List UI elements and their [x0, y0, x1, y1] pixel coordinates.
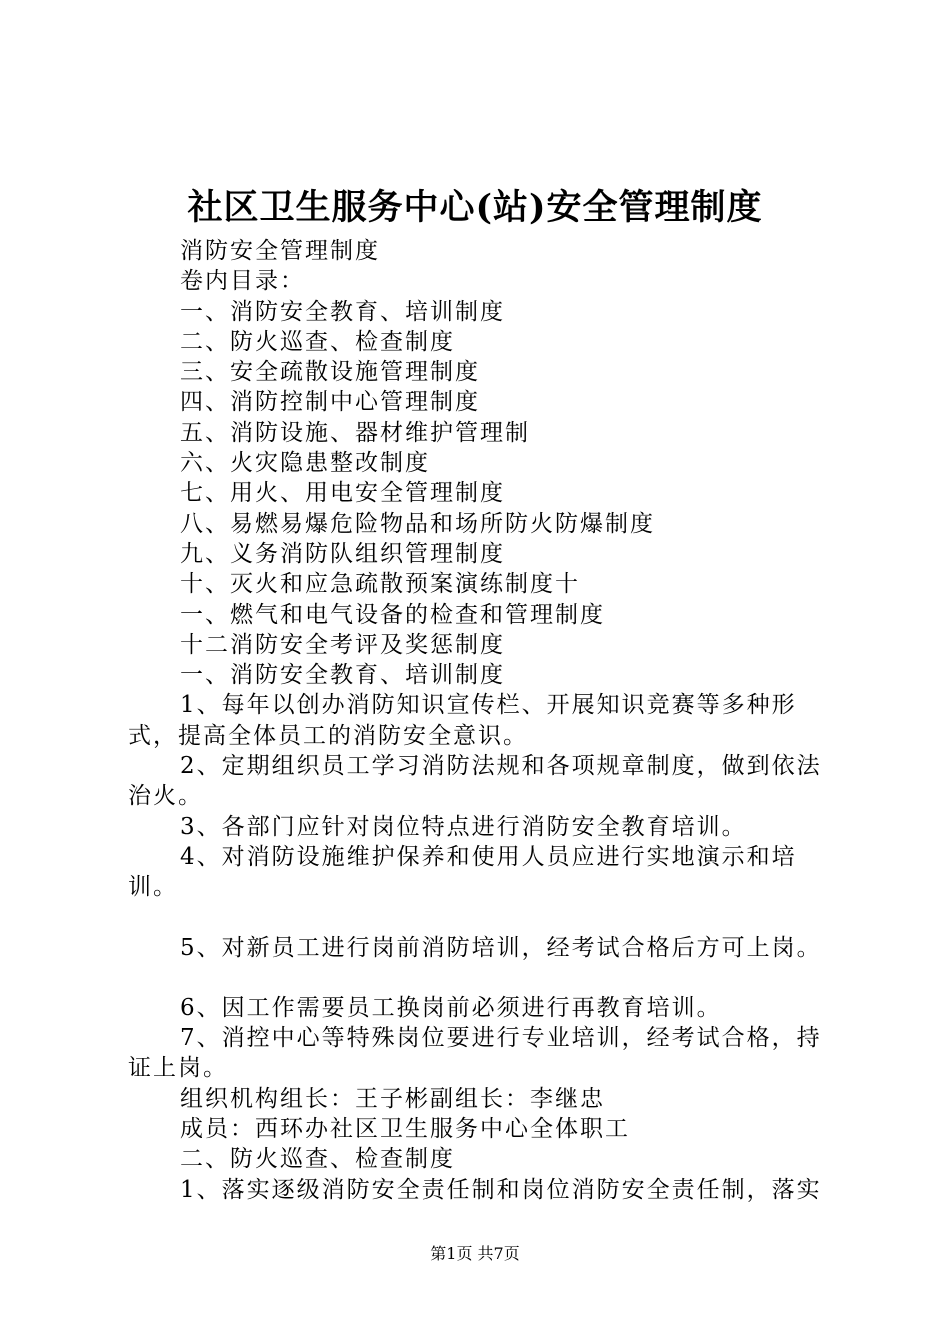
organization-members: 成员：西环办社区卫生服务中心全体职工 — [180, 1116, 630, 1143]
toc-item: 七、用火、用电安全管理制度 — [180, 480, 505, 507]
rule-item: 1、每年以创办消防知识宣传栏、开展知识竞赛等多种形式，提高全体员工的消防安全意识。 — [128, 692, 797, 749]
document-title: 社区卫生服务中心(站)安全管理制度 — [187, 187, 763, 228]
section-heading: 一、消防安全教育、培训制度 — [180, 662, 505, 689]
toc-item: 五、消防设施、器材维护管理制 — [180, 419, 530, 446]
toc-item: 一、燃气和电气设备的检查和管理制度 — [180, 601, 605, 628]
document-body — [128, 236, 840, 1205]
rule-item: 6、因工作需要员工换岗前必须进行再教育培训。 — [180, 994, 722, 1021]
toc-item: 八、易燃易爆危险物品和场所防火防爆制度 — [180, 510, 655, 537]
toc-item: 十、灭火和应急疏散预案演练制度十 — [180, 571, 580, 598]
toc-item: 三、安全疏散设施管理制度 — [180, 359, 480, 386]
toc-item: 一、消防安全教育、培训制度 — [180, 298, 505, 325]
rule-item: 3、各部门应针对岗位特点进行消防安全教育培训。 — [180, 813, 747, 840]
organization-leaders: 组织机构组长：王子彬副组长：李继忠 — [180, 1085, 605, 1112]
rule-item: 2、定期组织员工学习消防法规和各项规章制度，做到依法治火。 — [128, 753, 822, 810]
toc-heading: 卷内目录： — [180, 268, 305, 295]
toc-item: 九、义务消防队组织管理制度 — [180, 540, 505, 567]
toc-item: 六、火灾隐患整改制度 — [180, 450, 430, 477]
toc-item: 二、防火巡查、检查制度 — [180, 328, 455, 355]
rule-item: 4、对消防设施维护保养和使用人员应进行实地演示和培训。 — [128, 843, 797, 901]
rule-item: 7、消控中心等特殊岗位要进行专业培训，经考试合格，持证上岗。 — [128, 1025, 822, 1082]
rule-item: 1、落实逐级消防安全责任制和岗位消防安全责任制，落实 — [180, 1176, 822, 1203]
section-heading: 二、防火巡查、检查制度 — [180, 1146, 455, 1173]
section-heading: 消防安全管理制度 — [180, 238, 380, 264]
rule-item: 5、对新员工进行岗前消防培训，经考试合格后方可上岗。 — [180, 934, 822, 961]
toc-item: 四、消防控制中心管理制度 — [180, 389, 480, 416]
toc-item: 十二消防安全考评及奖惩制度 — [180, 631, 505, 658]
paragraph-gap — [128, 963, 840, 993]
paragraph-gap — [128, 903, 840, 933]
page-footer: 第1页 共7页 — [430, 1244, 520, 1263]
